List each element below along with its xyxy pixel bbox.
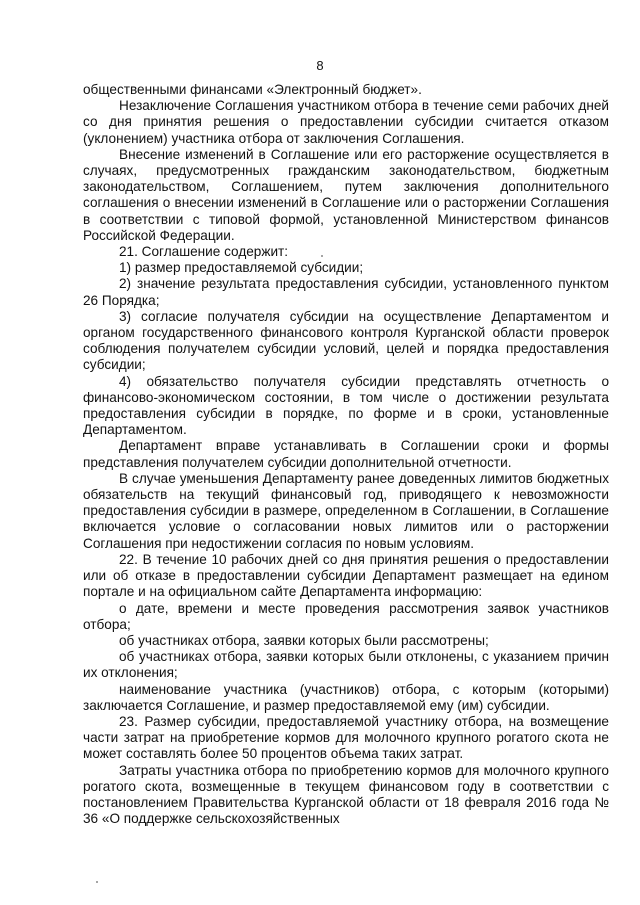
paragraph: 23. Размер субсидии, предоставляемой участнику отбора, на возмещение части затрат на приобретение кормов для молочного крупного рогатого скота не может составлять более 50 процентов объема таких затрат. bbox=[83, 713, 609, 762]
paragraph: Затраты участника отбора по приобретению кормов для молочного крупного рогатого скота, возмещенные в текущем финансовом году в соответствии с постановлением Правительства Курганской области от 18 февраля 2016 года № 36 «О поддержке сельскохозяйственных bbox=[83, 762, 609, 827]
paragraph: В случае уменьшения Департаменту ранее доведенных лимитов бюджетных обязательств на текущий финансовый год, приводящего к невозможности предоставления субсидии в размере, определенном в Соглашении, в Соглашение включается условие о согласовании новых лимитов или о расторжении Соглашения при недостижении согласия по новым условиям. bbox=[83, 470, 609, 551]
paragraph: 1) размер предоставляемой субсидии; bbox=[119, 260, 364, 276]
paragraph: наименование участника (участников) отбора, с которым (которыми) заключается Соглашение, и размер предоставляемой ему (им) субсидии. bbox=[83, 681, 609, 713]
scan-artifact bbox=[321, 255, 323, 257]
paragraph: 4) обязательство получателя субсидии представлять отчетность о финансово-экономическом состоянии, в том числе о достижении результата предоставления субсидии в порядке, по форме и в сроки, установленные Департаментом. bbox=[83, 373, 609, 438]
paragraph: 22. В течение 10 рабочих дней со дня принятия решения о предоставлении или об отказе в предоставлении субсидии Департамент размещает на едином портале и на официальном сайте Департамента информацию: bbox=[83, 551, 609, 600]
paragraph: Незаключение Соглашения участником отбора в течение семи рабочих дней со дня принятия решения о предоставлении субсидии считается отказом (уклонением) участника отбора от заключения Соглашения. bbox=[83, 98, 609, 146]
page-number: 8 bbox=[316, 58, 324, 73]
paragraph: о дате, времени и месте проведения рассмотрения заявок участников отбора; bbox=[83, 600, 609, 632]
paragraph: Департамент вправе устанавливать в Соглашении сроки и формы представления получателем субсидии дополнительной отчетности. bbox=[83, 438, 609, 470]
paragraph: об участниках отбора, заявки которых были отклонены, с указанием причин их отклонения; bbox=[83, 649, 609, 681]
paragraph: 3) согласие получателя субсидии на осуществление Департаментом и органом государственного финансового контроля Курганской области проверок соблюдения получателем субсидии условий, целей и порядка предоставления субсидии; bbox=[83, 308, 609, 373]
document-body bbox=[83, 82, 609, 827]
paragraph: 2) значение результата предоставления субсидии, установленного пунктом 26 Порядка; bbox=[83, 276, 609, 308]
paragraph: Внесение изменений в Соглашение или его расторжение осуществляется в случаях, предусмотренных гражданским законодательством, бюджетным законодательством, Соглашением, путем заключения дополнительного соглашения о внесении изменений в Соглашение или о расторжении Соглашения в соответствии с типовой формой, установленной Министерством финансов Российской Федерации. bbox=[83, 146, 609, 243]
scan-artifact bbox=[96, 881, 98, 883]
paragraph: 21. Соглашение содержит: bbox=[119, 244, 289, 260]
paragraph: об участниках отбора, заявки которых были рассмотрены; bbox=[119, 632, 489, 648]
paragraph: общественными финансами «Электронный бюджет». bbox=[83, 82, 422, 97]
